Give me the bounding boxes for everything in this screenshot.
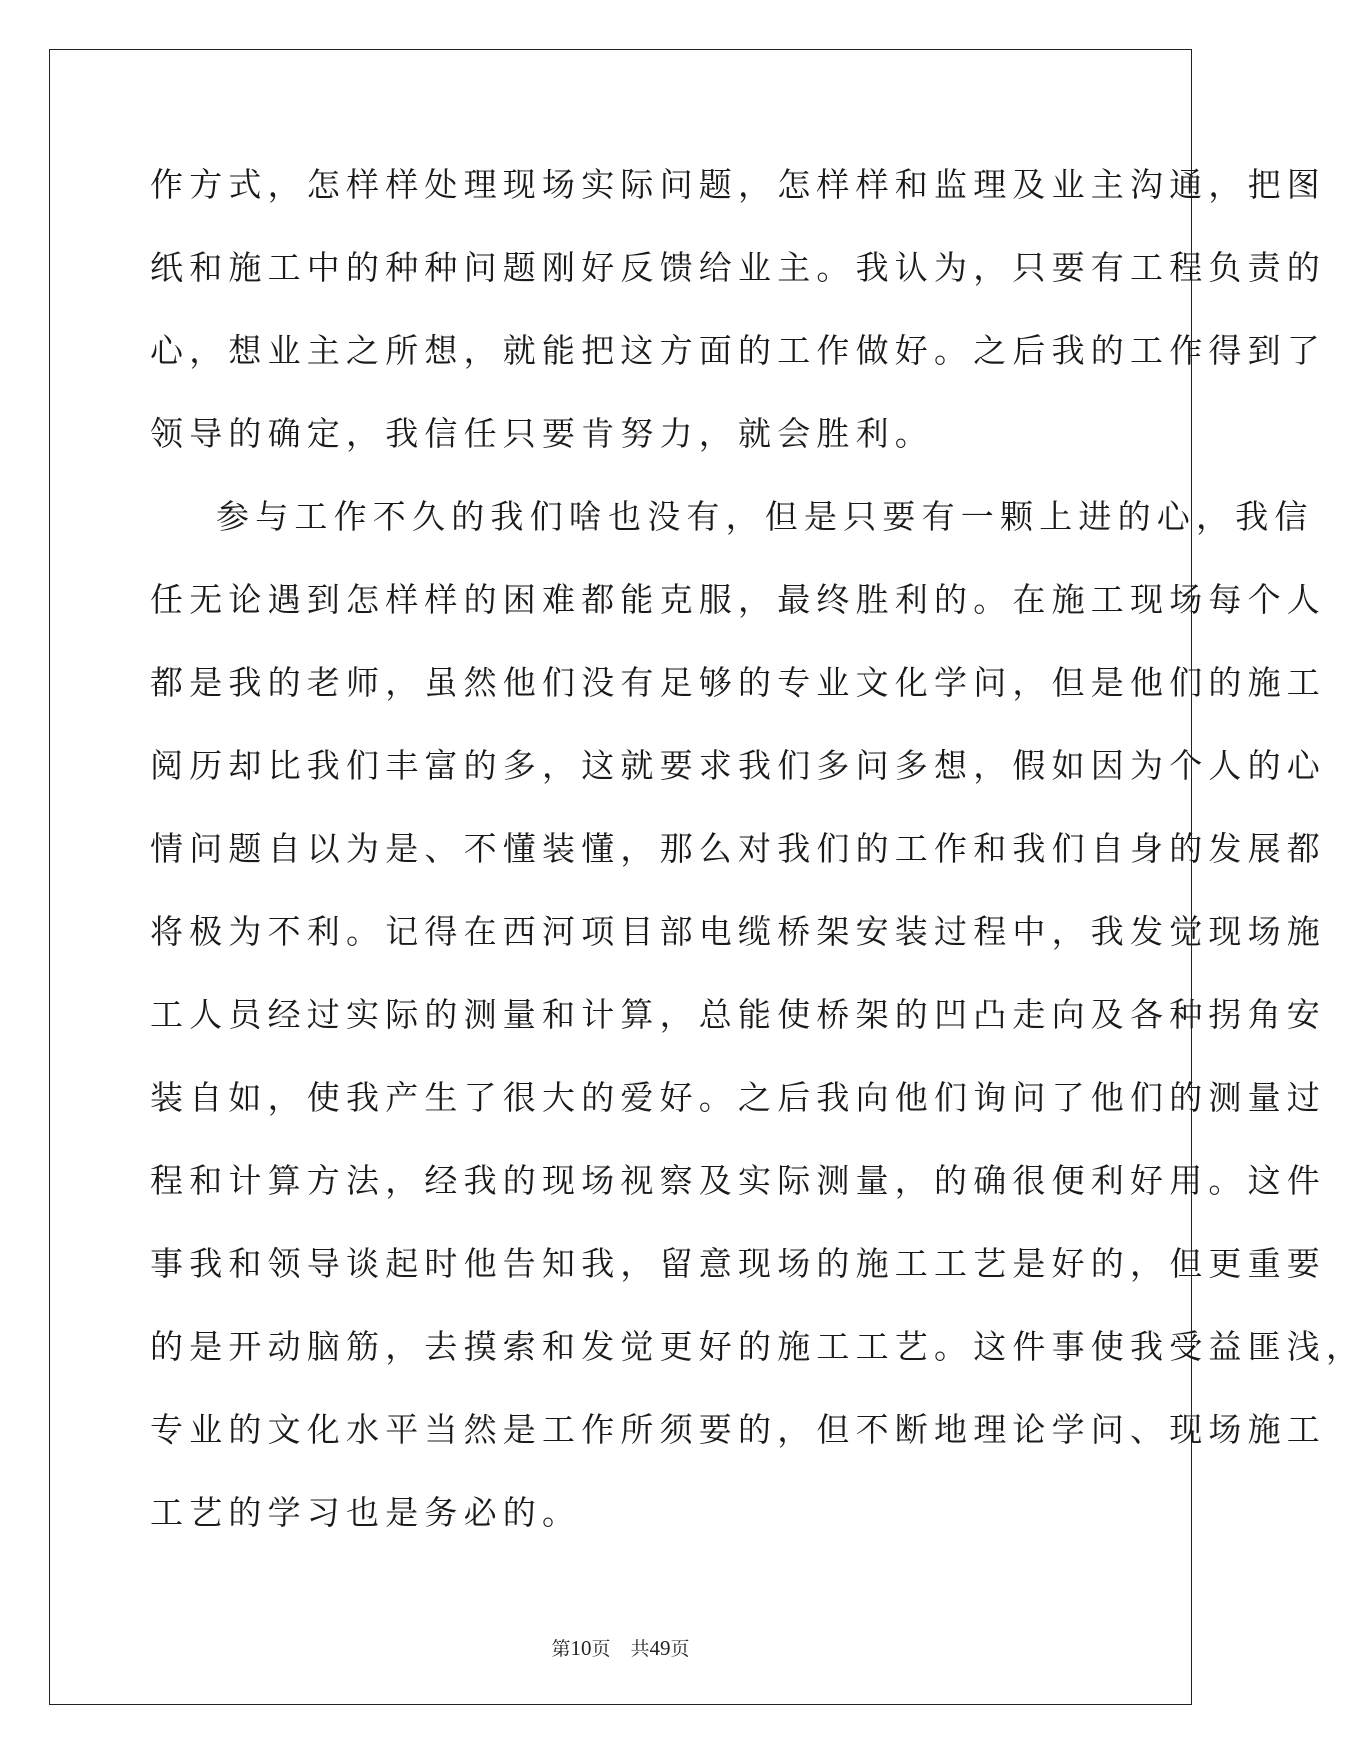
document-body [150,160,1365,1571]
text-line: 将极为不利。记得在西河项目部电缆桥架安装过程中，我发觉现场施 [150,912,1326,951]
text-line: 情问题自以为是、不懂装懂，那么对我们的工作和我们自身的发展都 [150,829,1326,868]
text-line: 阅历却比我们丰富的多，这就要求我们多问多想，假如因为个人的心 [150,746,1326,785]
text-line: 作方式，怎样样处理现场实际问题，怎样样和监理及业主沟通，把图 [150,165,1326,204]
text-line: 任无论遇到怎样样的困难都能克服，最终胜利的。在施工现场每个人 [150,580,1326,619]
text-line: 专业的文化水平当然是工作所须要的，但不断地理论学问、现场施工 [150,1410,1326,1449]
page-total-prefix: 共 [630,1638,650,1660]
page-footer [0,1634,1241,1661]
text-line: 纸和施工中的种种问题刚好反馈给业主。我认为，只要有工程负责的 [150,248,1326,287]
text-line: 心，想业主之所想，就能把这方面的工作做好。之后我的工作得到了 [150,331,1326,370]
text-line: 的是开动脑筋，去摸索和发觉更好的施工工艺。这件事使我受益匪浅， [150,1327,1365,1366]
text-line: 装自如，使我产生了很大的爱好。之后我向他们询问了他们的测量过 [150,1078,1326,1117]
paragraph-first-line: 参与工作不久的我们啥也没有，但是只要有一颗上进的心，我信 [216,497,1314,536]
text-line: 工人员经过实际的测量和计算，总能使桥架的凹凸走向及各种拐角安 [150,995,1326,1034]
page-total-suffix: 页 [670,1638,690,1660]
text-line: 工艺的学习也是务必的。 [150,1493,582,1532]
page-number-suffix: 页 [591,1638,611,1660]
page-number-prefix: 第 [551,1638,571,1660]
page-total: 49 [649,1636,671,1660]
text-line: 程和计算方法，经我的现场视察及实际测量，的确很便利好用。这件 [150,1161,1326,1200]
text-line: 领导的确定，我信任只要肯努力，就会胜利。 [150,414,934,453]
page-number-current: 10 [570,1636,592,1660]
text-line: 事我和领导谈起时他告知我，留意现场的施工工艺是好的，但更重要 [150,1244,1326,1283]
text-line: 都是我的老师，虽然他们没有足够的专业文化学问，但是他们的施工 [150,663,1326,702]
